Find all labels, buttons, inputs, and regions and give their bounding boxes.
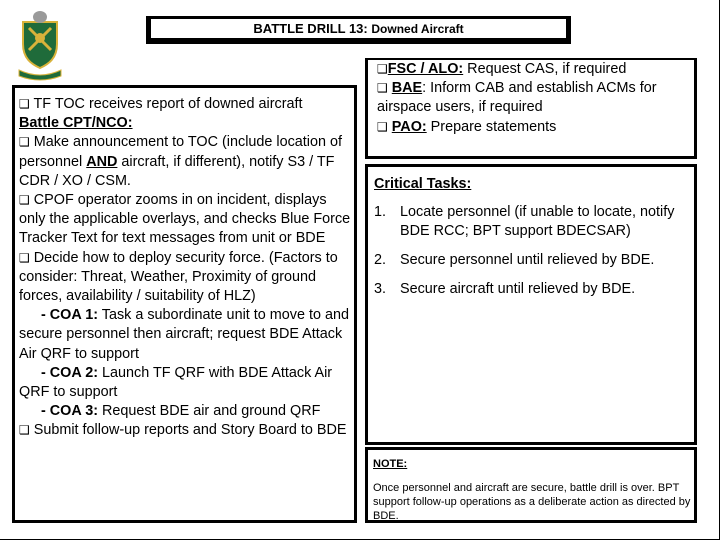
left-panel — [12, 85, 357, 523]
list-item: ❑FSC / ALO: Request CAS, if required — [377, 61, 627, 77]
regimental-crest-icon — [17, 10, 63, 82]
list-item: 3. Secure aircraft until relieved by BDE. — [374, 281, 636, 298]
list-item: ❑ BAE: Inform CAB and establish ACMs for airspace users, if required — [377, 80, 657, 116]
list-item: 1. Locate personnel (if unable to locate, notify BDE RCC; BPT support BDECSAR) — [374, 204, 675, 240]
checkbox-bullet-icon: ❑ — [377, 62, 388, 76]
page-title — [151, 19, 566, 38]
checkbox-bullet-icon: ❑ — [19, 250, 30, 265]
section-heading: Battle CPT/NCO: — [19, 115, 133, 132]
list-item: ❑ CPOF operator zooms in on incident, displays only the applicable overlays, and checks Blue Force Tracker Text for text messages from unit or BDE — [19, 192, 351, 247]
list-item: ❑ PAO: Prepare statements — [377, 118, 557, 135]
note-heading: NOTE: — [373, 458, 408, 470]
note-text: Once personnel and aircraft are secure, battle drill is over. BPT support follow-up operations as a deliberate action as directed by BDE. — [373, 482, 691, 522]
list-item: ❑ Decide how to deploy security force. (Factors to consider: Threat, Weather, Proximity of ground forces, availability / suitability of HLZ) — [19, 249, 338, 305]
checkbox-bullet-icon: ❑ — [19, 97, 30, 111]
drill-name: Downed Aircraft — [371, 22, 464, 36]
list-item: ❑ Make announcement to TOC (include location of personnel AND aircraft, if different), notify S3 / TF CDR / XO / CSM. — [19, 134, 343, 189]
checkbox-bullet-icon: ❑ — [19, 135, 30, 150]
note-panel — [365, 447, 697, 523]
checkbox-bullet-icon: ❑ — [377, 81, 388, 96]
coa-item: - COA 1: Task a subordinate unit to move to and secure personnel then aircraft; request BDE Attack Air QRF to support — [19, 307, 349, 362]
list-item: 2. Secure personnel until relieved by BDE. — [374, 252, 655, 269]
checkbox-bullet-icon: ❑ — [377, 119, 388, 134]
checkbox-bullet-icon: ❑ — [19, 193, 30, 208]
checkbox-bullet-icon: ❑ — [19, 423, 30, 438]
critical-tasks-content — [368, 167, 694, 442]
note-content — [368, 450, 694, 520]
coa-item: - COA 2: Launch TF QRF with BDE Attack Air QRF to support — [19, 364, 333, 401]
coa-item: - COA 3: Request BDE air and ground QRF — [41, 403, 321, 420]
critical-tasks-heading: Critical Tasks: — [374, 176, 472, 192]
critical-tasks-panel — [365, 164, 697, 445]
list-item: ❑ Submit follow-up reports and Story Board to BDE — [19, 422, 347, 439]
staff-actions-content — [368, 60, 694, 156]
drill-number: BATTLE DRILL 13: — [253, 21, 368, 36]
list-item: ❑ TF TOC receives report of downed aircraft — [19, 96, 303, 112]
left-panel-content — [15, 88, 354, 520]
staff-actions-panel — [365, 58, 697, 159]
title-frame — [146, 16, 571, 44]
